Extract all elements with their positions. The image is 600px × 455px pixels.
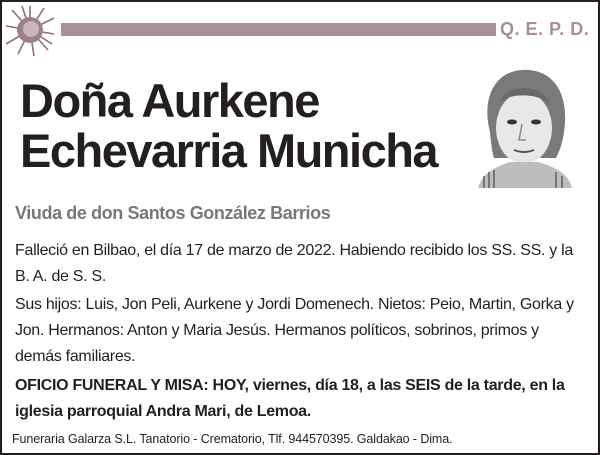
qepd-label: Q. E. P. D. [500,19,590,39]
portrait-photo [472,62,576,188]
family-list: Sus hijos: Luis, Jon Peli, Aurkene y Jordi Domenech. Nietos: Peio, Martin, Gorka y Jon. Hermanos: Anton y Maria Jesús. Hermanos políticos, sobrinos, primos y demás familiares. [15,296,574,365]
name-line-1: Doña Aurkene [20,74,319,127]
header-bar [61,23,496,36]
death-notice: Falleció en Bilbao, el día 17 de marzo de 2022. Habiendo recibido los SS. SS. y la B. A. de S. S. [15,242,573,285]
name-line-2: Echevarria Municha [20,124,438,177]
thistle-flower-icon [4,4,56,56]
deceased-name [20,76,437,176]
funeral-home-footer: Funeraria Galarza S.L. Tanatorio - Crematorio, Tlf. 944570395. Galdakao - Dima. [12,432,453,446]
widow-subtitle: Viuda de don Santos González Barrios [15,203,331,223]
service-details: OFICIO FUNERAL Y MISA: HOY, viernes, día 18, a las SEIS de la tarde, en la iglesia parroquial Andra Mari, de Lemoa. [15,377,565,420]
